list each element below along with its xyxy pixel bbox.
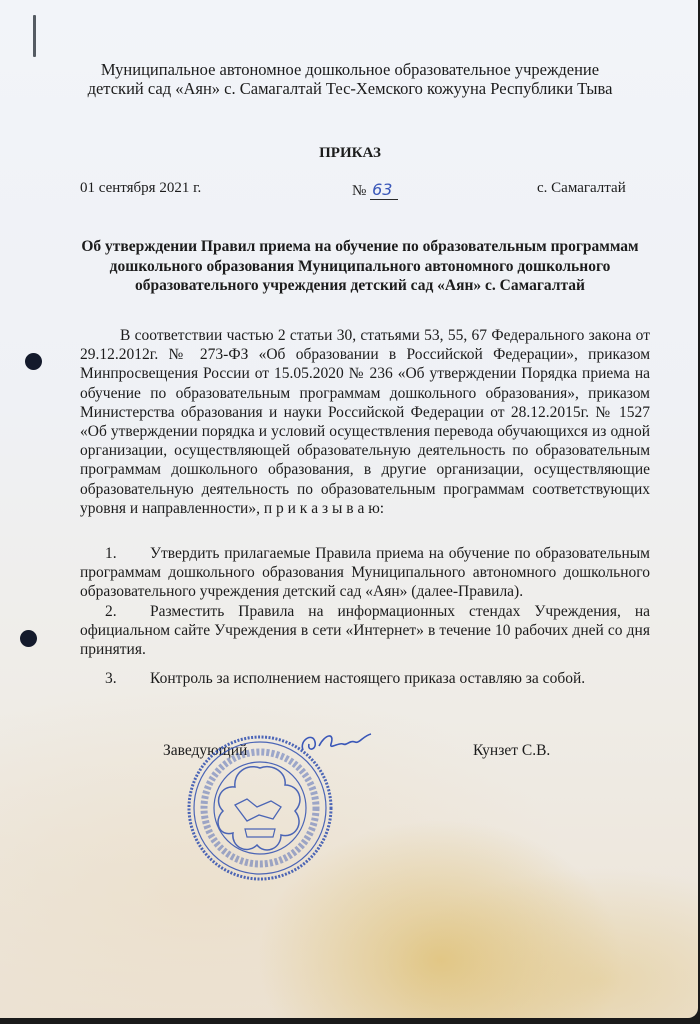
subject-line: образовательного учреждения детский сад «Аян» с. Самагалтай: [135, 277, 585, 294]
order-subject: [70, 237, 650, 296]
item-text: Контроль за исполнением настоящего приказа оставляю за собой.: [150, 670, 586, 688]
order-item: [80, 602, 650, 660]
signatory-name: Кунзет С.В.: [473, 742, 551, 759]
organization-header: [0, 60, 700, 98]
item-text: Утвердить прилагаемые Правила приема на обучение по образовательным программам дошкольного образования Муниципального автономного дошкольного образовательного учреждения детский сад «Аян» (далее-Правила).: [80, 545, 650, 601]
preamble: [80, 326, 650, 518]
item-number: 2.: [105, 602, 117, 620]
subject-line: дошкольного образования Муниципального автономного дошкольного: [109, 257, 611, 275]
order-date: 01 сентября 2021 г.: [80, 180, 202, 196]
organization-line: детский сад «Аян» с. Самагалтай Тес-Хемского кожууна Республики Тыва: [87, 79, 613, 98]
punch-hole: [20, 630, 37, 647]
document-title: ПРИКАЗ: [319, 145, 381, 161]
order-items: [80, 544, 650, 688]
number-label: №: [352, 183, 367, 199]
handwritten-number: 63: [370, 180, 398, 200]
signature-icon: [295, 728, 375, 758]
signatory-role: Заведующий: [163, 742, 248, 759]
item-number: 3.: [105, 670, 117, 688]
organization-line: Муниципальное автономное дошкольное образовательное учреждение: [100, 60, 600, 79]
order-item: [80, 669, 650, 688]
item-number: 1.: [105, 545, 117, 562]
order-number: [352, 180, 398, 200]
subject-line: Об утверждении Правил приема на обучение по образовательным программам: [81, 238, 639, 255]
punch-hole: [25, 353, 42, 370]
item-text: Разместить Правила на информационных стендах Учреждения, на официальном сайте Учреждения в сети «Интернет» в течение 10 рабочих дней со дня принятия.: [80, 602, 650, 659]
order-place: с. Самагалтай: [537, 180, 626, 196]
staple: [33, 15, 36, 57]
preamble-text: В соответствии частью 2 статьи 30, статьями 53, 55, 67 Федерального закона от 29.12.2012г. № 273-ФЗ «Об образовании в Российской Федерации», приказом Минпросвещения России от 15.05.2020 № 236 «Об утверждении Порядка приема на обучение по образовательным программам дошкольного образования», приказом Министерства образования и науки Российской Федерации от 28.12.2015г. № 1527 «Об утверждении порядка и условий осуществления перевода обучающихся из одной организации, осуществляющей образовательную деятельность по образовательным программам дошкольного образования, в другие организации, осуществляющие образовательную деятельность по образовательным программам соответствующих уровня и направленности», п р и к а з ы в а ю:: [80, 327, 650, 517]
order-item: [80, 544, 650, 602]
